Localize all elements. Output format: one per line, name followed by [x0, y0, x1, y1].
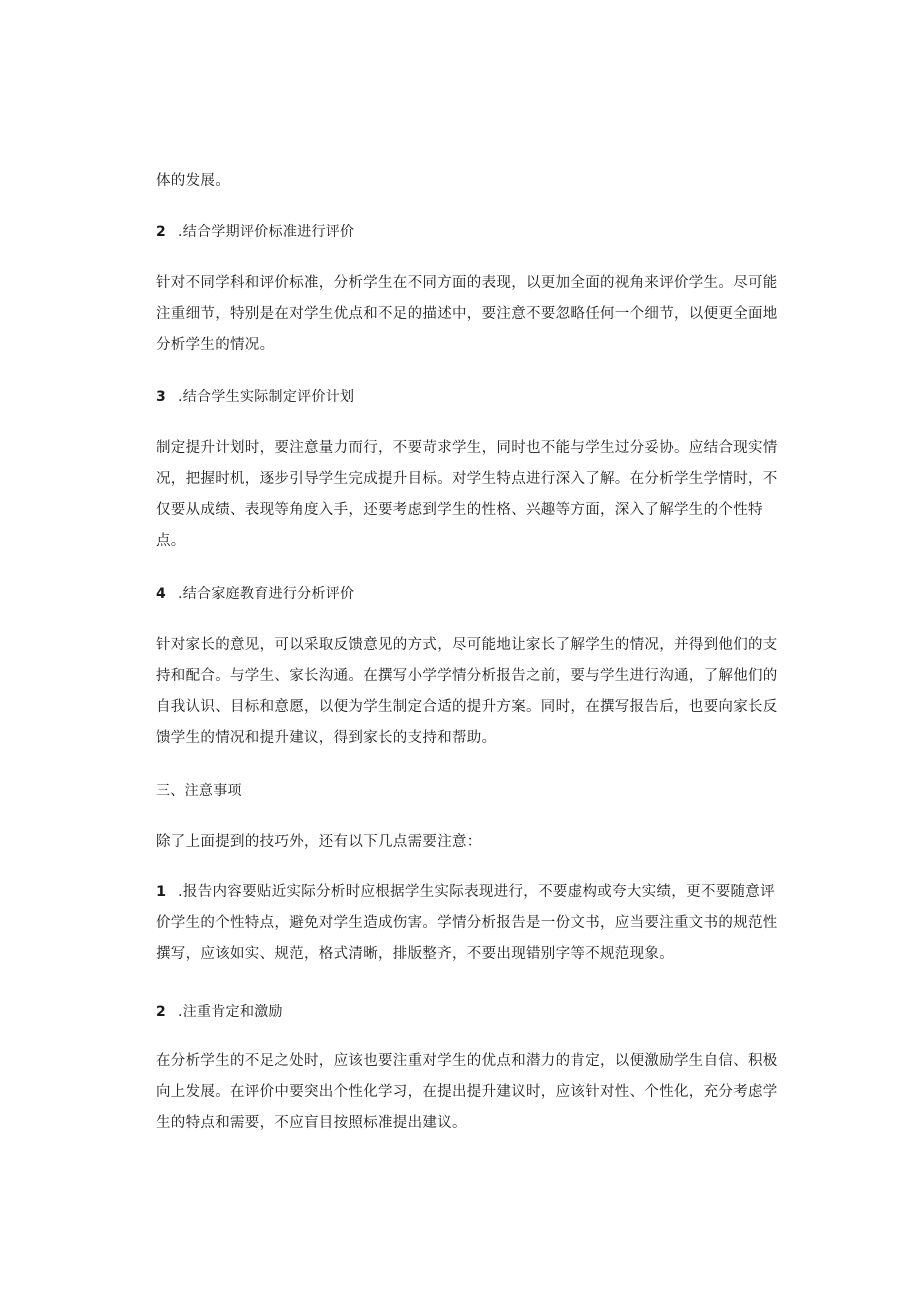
- continuation-text: 体的发展。: [156, 173, 230, 189]
- notice-item-1: [156, 877, 778, 970]
- section-body-2: 针对不同学科和评价标准，分析学生在不同方面的表现，以更加全面的视角来评价学生。尽可能注重细节，特别是在对学生优点和不足的描述中，要注意不要忽略任何一个细节，以便更全面地分析学生的情况。: [156, 275, 778, 353]
- closing-paragraph: 在分析学生的不足之处时，应该也要注重对学生的优点和潜力的肯定，以便激励学生自信、积极向上发展。在评价中要突出个性化学习，在提出提升建议时，应该针对性、个性化，充分考虑学生的特点和需要，不应盲目按照标准提出建议。: [156, 1053, 778, 1131]
- section-number: 2: [156, 224, 167, 240]
- notice-text: .注重肯定和激励: [178, 1004, 283, 1020]
- section-title: .结合家庭教育进行分析评价: [178, 586, 355, 602]
- section-title: .结合学生实际制定评价计划: [178, 389, 355, 405]
- section-body-4: 针对家长的意见，可以采取反馈意见的方式，尽可能地让家长了解学生的情况，并得到他们的支持和配合。与学生、家长沟通。在撰写小学学情分析报告之前，要与学生进行沟通，了解他们的自我认识、目标和意愿，以便为学生制定合适的提升方案。同时，在撰写报告后，也要向家长反馈学生的情况和提升建议，得到家长的支持和帮助。: [156, 637, 778, 746]
- notice-number: 1: [156, 884, 167, 900]
- part-three-intro: 除了上面提到的技巧外，还有以下几点需要注意：: [156, 834, 482, 850]
- section-body-3: 制定提升计划时，要注意量力而行，不要苛求学生，同时也不能与学生过分妥协。应结合现实情况，把握时机，逐步引导学生完成提升目标。对学生特点进行深入了解。在分析学生学情时，不仅要从成绩、表现等角度入手，还要考虑到学生的性格、兴趣等方面，深入了解学生的个性特点。: [156, 440, 778, 549]
- section-number: 3: [156, 389, 167, 405]
- notice-number: 2: [156, 1004, 167, 1020]
- notice-text: .报告内容要贴近实际分析时应根据学生实际表现进行，不要虚构或夸大实绩，更不要随意评价学生的个性特点，避免对学生造成伤害。学情分析报告是一份文书，应当要注重文书的规范性撰写，应该如实、规范，格式清晰，排版整齐，不要出现错别字等不规范现象。: [156, 884, 778, 962]
- section-heading-4: [156, 579, 778, 610]
- section-number: 4: [156, 586, 167, 602]
- section-title: .结合学期评价标准进行评价: [178, 224, 355, 240]
- section-heading-3: [156, 382, 778, 413]
- notice-item-2: [156, 997, 778, 1028]
- part-three-heading: 三、注意事项: [156, 783, 242, 799]
- section-heading-2: [156, 217, 778, 248]
